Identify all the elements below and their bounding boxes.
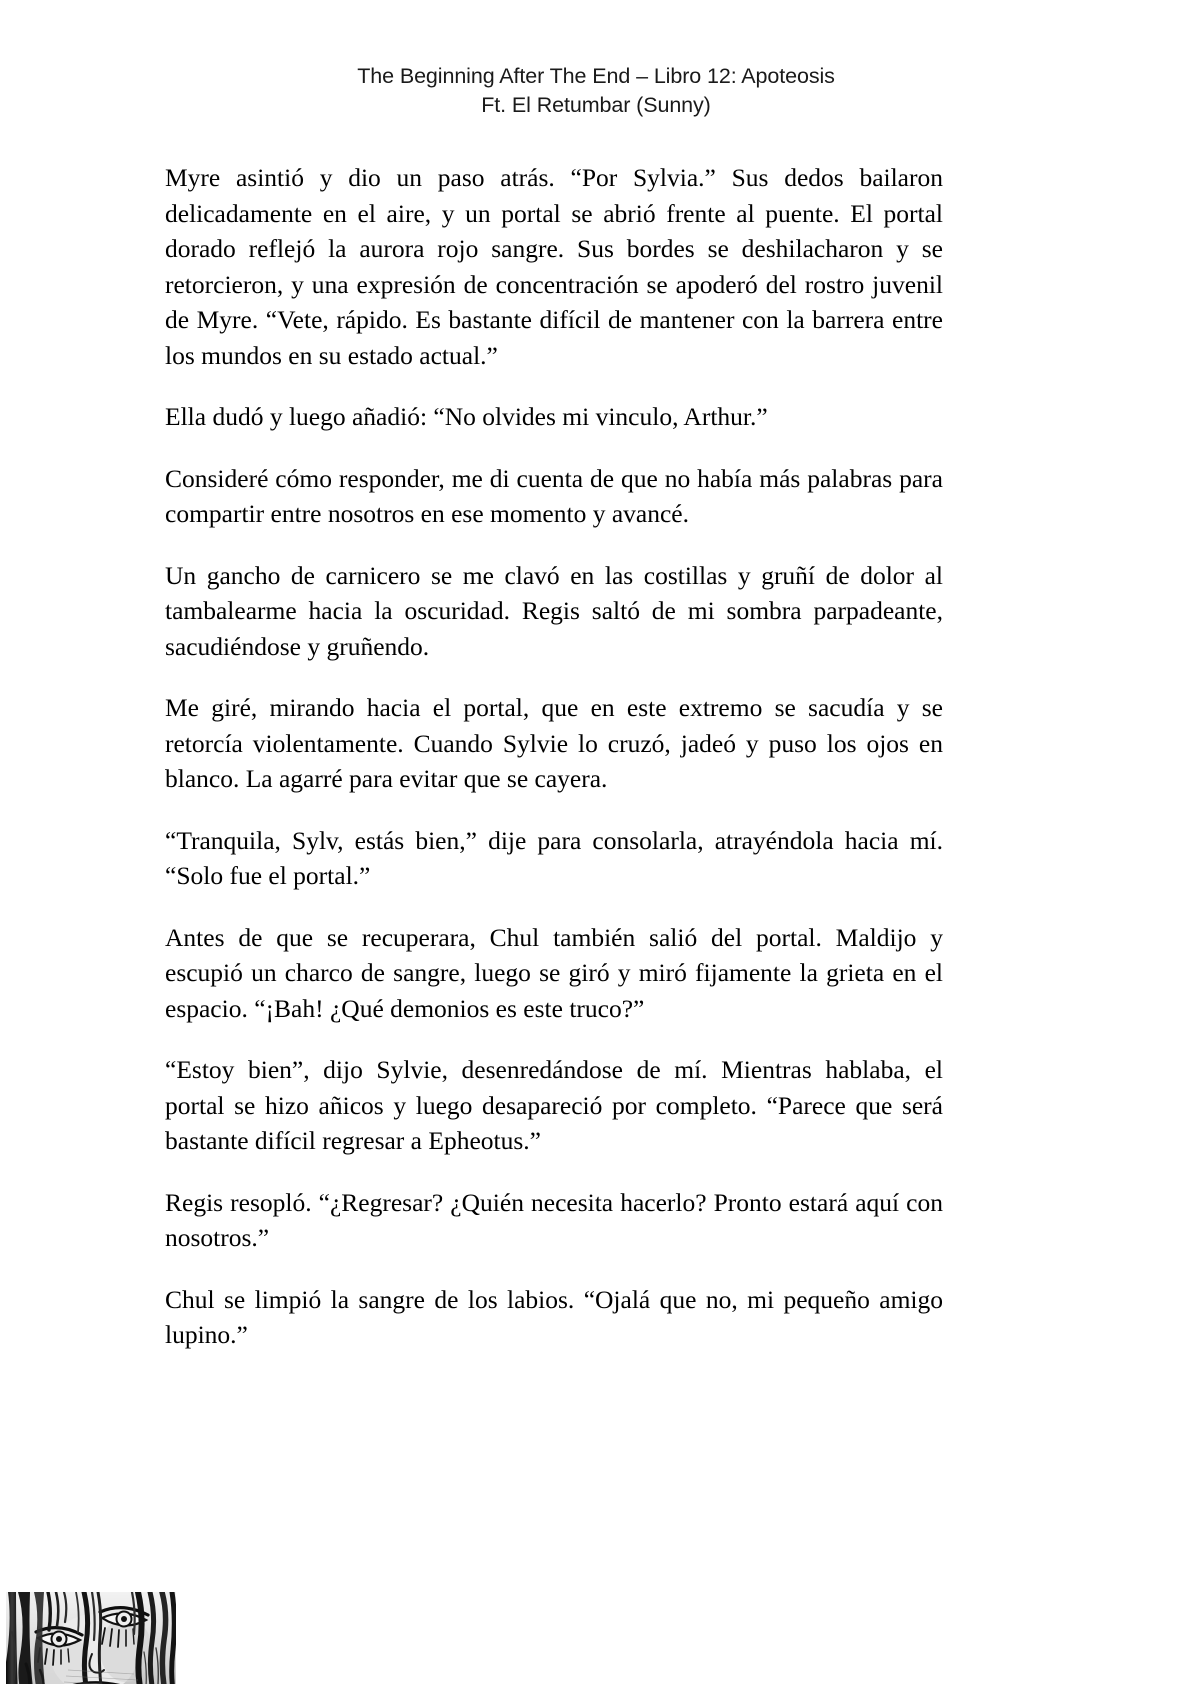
paragraph: Un gancho de carnicero se me clavó en las costillas y gruñí de dolor al tambalearme hacia la oscuridad. Regis saltó de mi sombra parpadeante, sacudiéndose y gruñendo. — [165, 560, 943, 661]
page-header — [0, 62, 1192, 120]
paragraph: Antes de que se recuperara, Chul también salió del portal. Maldijo y escupió un charco de sangre, luego se giró y miró fijamente la grieta en el espacio. “¡Bah! ¿Qué demonios es este truco?” — [165, 922, 943, 1023]
paragraph: Myre asintió y dio un paso atrás. “Por Sylvia.” Sus dedos bailaron delicadamente en el aire, y un portal se abrió frente al puente. El portal dorado reflejó la aurora rojo sangre. Sus bordes se deshilacharon y se retorcieron, y una expresión de concentración se apoderó del rostro juvenil de Myre. “Vete, rápido. Es bastante difícil de mantener con la barrera entre los mundos en su estado actual.” — [165, 163, 943, 370]
paragraph: “Tranquila, Sylv, estás bien,” dije para consolarla, atrayéndola hacia mí. “Solo fue el portal.” — [165, 825, 943, 890]
paragraph: Ella dudó y luego añadió: “No olvides mi vinculo, Arthur.” — [165, 402, 768, 431]
header-title-line-2: Ft. El Retumbar (Sunny) — [481, 93, 711, 117]
header-title-line-1: The Beginning After The End – Libro 12: Apoteosis — [357, 64, 835, 88]
manga-face-graphic — [6, 1592, 176, 1684]
paragraph: Consideré cómo responder, me di cuenta de que no había más palabras para compartir entre nosotros en ese momento y avancé. — [165, 463, 943, 528]
paragraph: Chul se limpió la sangre de los labios. “Ojalá que no, mi pequeño amigo lupino.” — [165, 1284, 943, 1349]
body-text-column — [165, 160, 943, 1353]
paragraph: Me giré, mirando hacia el portal, que en este extremo se sacudía y se retorcía violentamente. Cuando Sylvie lo cruzó, jadeó y puso los ojos en blanco. La agarré para evitar que se cayera. — [165, 693, 943, 793]
paragraph: Regis resopló. “¿Regresar? ¿Quién necesita hacerlo? Pronto estará aquí con nosotros.” — [165, 1187, 943, 1252]
manga-face-illustration — [6, 1592, 176, 1684]
paragraph: “Estoy bien”, dijo Sylvie, desenredándose de mí. Mientras hablaba, el portal se hizo añicos y luego desapareció por completo. “Parece que será bastante difícil regresar a Epheotus.” — [165, 1055, 943, 1155]
